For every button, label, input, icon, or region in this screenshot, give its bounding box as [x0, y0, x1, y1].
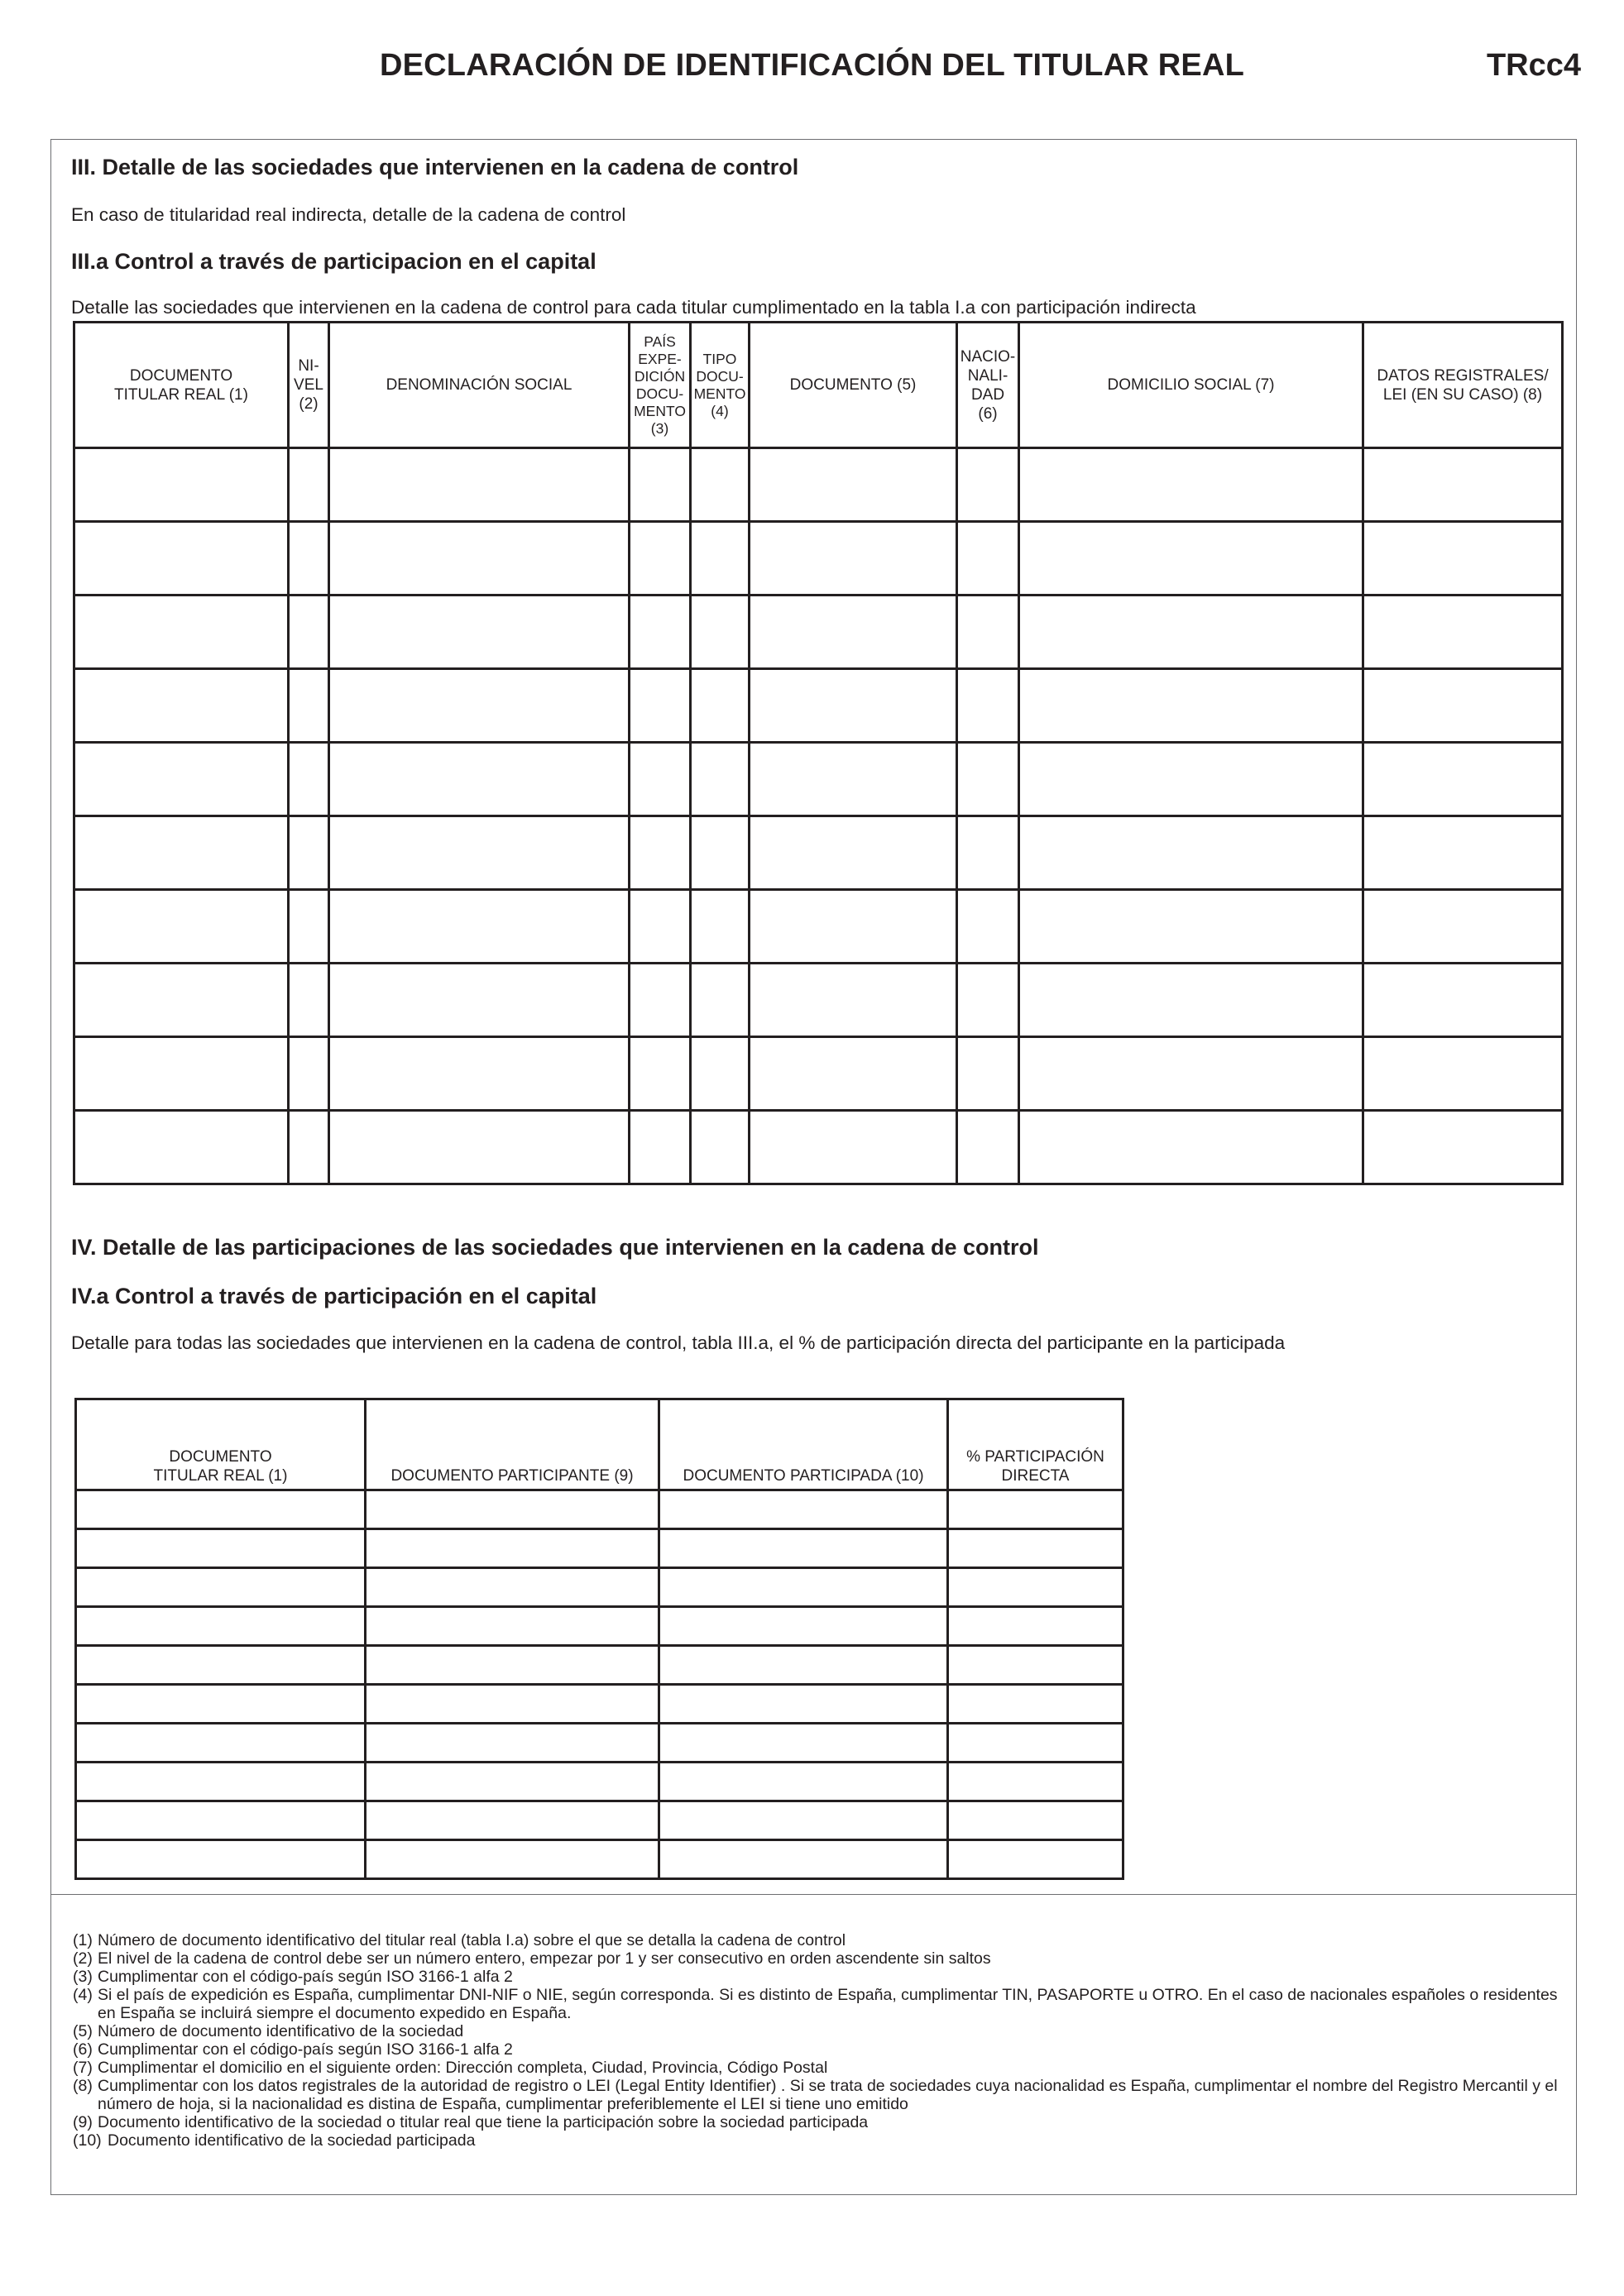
table-cell[interactable]	[289, 1111, 329, 1184]
table-cell[interactable]	[948, 1685, 1123, 1724]
table-cell[interactable]	[630, 1037, 691, 1111]
table-cell[interactable]	[691, 596, 750, 669]
table-cell[interactable]	[289, 964, 329, 1037]
section-3a-heading: III.a Control a través de participacion en el capital	[71, 249, 596, 274]
footnote-number: (1)	[73, 1931, 93, 1949]
footnote-text: Si el país de expedición es España, cumplimentar DNI-NIF o NIE, según corresponda. Si es distinto de España, cumplimentar TIN, PASAPORTE u OTRO. En el caso de nacionales españoles o residentes en España se incluirá siempre el documento expedido en España.	[98, 1986, 1558, 2022]
column-header-documento-participada: DOCUMENTO PARTICIPADA (10)	[659, 1399, 948, 1490]
section-3a-description: Detalle las sociedades que intervienen en la cadena de control para cada titular cumplimentado en la tabla I.a con participación indirecta	[71, 297, 1196, 318]
section-4a-description: Detalle para todas las sociedades que intervienen en la cadena de control, tabla III.a, el % de participación directa del participante en la participada	[71, 1332, 1286, 1353]
column-header-documento-titular: DOCUMENTO TITULAR REAL (1)	[74, 323, 289, 448]
footnote-number: (5)	[73, 2022, 93, 2040]
footnote-text: Documento identificativo de la sociedad participada	[108, 2131, 476, 2150]
table-row	[74, 448, 1563, 522]
table-cell[interactable]	[691, 816, 750, 890]
table-cell[interactable]	[630, 522, 691, 596]
table-cell[interactable]	[1363, 743, 1563, 816]
table-cell[interactable]	[1019, 1111, 1363, 1184]
table-cell[interactable]	[1019, 522, 1363, 596]
table-cell[interactable]	[659, 1607, 948, 1646]
table-row	[74, 1111, 1563, 1184]
table-cell[interactable]	[1363, 1037, 1563, 1111]
column-header-documento-titular: DOCUMENTO TITULAR REAL (1)	[76, 1399, 366, 1490]
table-cell[interactable]	[750, 1111, 957, 1184]
table-row	[76, 1568, 1123, 1607]
footnote-number: (8)	[73, 2077, 93, 2095]
table-cell[interactable]	[289, 522, 329, 596]
footnote	[73, 1968, 1562, 1986]
table-cell[interactable]	[691, 448, 750, 522]
table-cell[interactable]	[630, 890, 691, 964]
table-cell[interactable]	[948, 1646, 1123, 1685]
table-cell[interactable]	[957, 1037, 1019, 1111]
table-row	[74, 743, 1563, 816]
table-cell[interactable]	[366, 1490, 659, 1529]
section-3-intro: En caso de titularidad real indirecta, detalle de la cadena de control	[71, 204, 626, 225]
footnote-number: (10)	[73, 2131, 102, 2150]
table-cell[interactable]	[289, 816, 329, 890]
table-row	[76, 1685, 1123, 1724]
footnote	[73, 1986, 1562, 2022]
table-cell[interactable]	[366, 1646, 659, 1685]
table-cell[interactable]	[957, 743, 1019, 816]
table-cell[interactable]	[329, 1111, 630, 1184]
table-row	[76, 1840, 1123, 1879]
table-cell[interactable]	[1019, 1037, 1363, 1111]
table-cell[interactable]	[76, 1840, 366, 1879]
footnote	[73, 2077, 1562, 2113]
table-cell[interactable]	[289, 448, 329, 522]
footnote	[73, 2131, 1562, 2150]
table-cell[interactable]	[750, 816, 957, 890]
table-cell[interactable]	[366, 1685, 659, 1724]
column-header-documento-participante: DOCUMENTO PARTICIPANTE (9)	[366, 1399, 659, 1490]
table-cell[interactable]	[74, 816, 289, 890]
table-cell[interactable]	[750, 964, 957, 1037]
table-cell[interactable]	[1363, 816, 1563, 890]
table-cell[interactable]	[691, 522, 750, 596]
table-cell[interactable]	[659, 1724, 948, 1763]
table-cell[interactable]	[948, 1724, 1123, 1763]
table-cell[interactable]	[74, 890, 289, 964]
table-cell[interactable]	[329, 596, 630, 669]
table-cell[interactable]	[691, 1111, 750, 1184]
table-cell[interactable]	[659, 1529, 948, 1568]
table-cell[interactable]	[74, 743, 289, 816]
column-header-documento: DOCUMENTO (5)	[750, 323, 957, 448]
table-cell[interactable]	[1019, 596, 1363, 669]
footnote-text: Cumplimentar con los datos registrales de la autoridad de registro o LEI (Legal Entity Identifier) . Si se trata de sociedades cuya nacionalidad es España, cumplimentar el nombre del Registro Mercantil y el número de hoja, si la nacionalidad es distina de España, cumplimentar preferiblemente el LEI si tiene uno emitido	[98, 2077, 1558, 2113]
footnote-text: Cumplimentar con el código-país según ISO 3166-1 alfa 2	[98, 2040, 513, 2059]
table-cell[interactable]	[1363, 596, 1563, 669]
table-cell[interactable]	[750, 522, 957, 596]
table-row	[76, 1646, 1123, 1685]
table-row	[76, 1490, 1123, 1529]
table-cell[interactable]	[948, 1763, 1123, 1801]
table-cell[interactable]	[659, 1646, 948, 1685]
column-header-nivel: NI- VEL (2)	[289, 323, 329, 448]
section-4a-heading: IV.a Control a través de participación en el capital	[71, 1284, 597, 1308]
table-cell[interactable]	[289, 1037, 329, 1111]
column-header-participacion-directa: % PARTICIPACIÓN DIRECTA	[948, 1399, 1123, 1490]
table-cell[interactable]	[366, 1763, 659, 1801]
table-row	[76, 1529, 1123, 1568]
table-cell[interactable]	[76, 1801, 366, 1840]
table-cell[interactable]	[329, 669, 630, 743]
table-header-row	[76, 1399, 1123, 1490]
table-cell[interactable]	[1019, 669, 1363, 743]
table-cell[interactable]	[750, 669, 957, 743]
table-cell[interactable]	[948, 1490, 1123, 1529]
control-chain-table	[73, 321, 1564, 1185]
table-cell[interactable]	[691, 1037, 750, 1111]
table-cell[interactable]	[659, 1568, 948, 1607]
table-cell[interactable]	[1363, 448, 1563, 522]
footnote-number: (6)	[73, 2040, 93, 2059]
form-title: DECLARACIÓN DE IDENTIFICACIÓN DEL TITULAR REAL	[379, 48, 1245, 83]
table-cell[interactable]	[957, 596, 1019, 669]
column-header-pais-expedicion: PAÍS EXPE- DICIÓN DOCU- MENTO (3)	[630, 323, 691, 448]
table-cell[interactable]	[366, 1529, 659, 1568]
table-cell[interactable]	[1019, 448, 1363, 522]
table-cell[interactable]	[1363, 1111, 1563, 1184]
table-row	[74, 596, 1563, 669]
table-cell[interactable]	[289, 596, 329, 669]
table-cell[interactable]	[659, 1840, 948, 1879]
footnote	[73, 2059, 1562, 2077]
table-cell[interactable]	[630, 743, 691, 816]
table-cell[interactable]	[691, 669, 750, 743]
footnote-text: Número de documento identificativo del titular real (tabla I.a) sobre el que se detalla la cadena de control	[98, 1931, 846, 1949]
table-cell[interactable]	[957, 448, 1019, 522]
footnote	[73, 1931, 1562, 1949]
table-cell[interactable]	[74, 964, 289, 1037]
table-cell[interactable]	[948, 1607, 1123, 1646]
table-row	[74, 816, 1563, 890]
table-cell[interactable]	[659, 1801, 948, 1840]
table-cell[interactable]	[750, 596, 957, 669]
table-cell[interactable]	[74, 596, 289, 669]
table-cell[interactable]	[691, 964, 750, 1037]
table-cell[interactable]	[76, 1529, 366, 1568]
table-cell[interactable]	[74, 1037, 289, 1111]
footnotes	[73, 1931, 1562, 2150]
table-cell[interactable]	[750, 743, 957, 816]
table-cell[interactable]	[659, 1490, 948, 1529]
table-cell[interactable]	[750, 1037, 957, 1111]
table-cell[interactable]	[329, 1037, 630, 1111]
footnote-text: Cumplimentar con el código-país según ISO 3166-1 alfa 2	[98, 1968, 513, 1986]
table-row	[76, 1763, 1123, 1801]
table-cell[interactable]	[630, 964, 691, 1037]
table-cell[interactable]	[957, 964, 1019, 1037]
table-cell[interactable]	[957, 522, 1019, 596]
footnote-number: (7)	[73, 2059, 93, 2077]
table-cell[interactable]	[76, 1763, 366, 1801]
footnote	[73, 2022, 1562, 2040]
table-cell[interactable]	[366, 1724, 659, 1763]
table-row	[74, 522, 1563, 596]
table-cell[interactable]	[76, 1685, 366, 1724]
table-cell[interactable]	[1019, 816, 1363, 890]
table-cell[interactable]	[957, 669, 1019, 743]
table-cell[interactable]	[957, 890, 1019, 964]
table-cell[interactable]	[1363, 890, 1563, 964]
table-row	[76, 1801, 1123, 1840]
table-cell[interactable]	[74, 448, 289, 522]
table-cell[interactable]	[691, 743, 750, 816]
table-cell[interactable]	[1019, 890, 1363, 964]
table-cell[interactable]	[750, 890, 957, 964]
footnote-text: Número de documento identificativo de la sociedad	[98, 2022, 464, 2040]
table-cell[interactable]	[76, 1724, 366, 1763]
table-cell[interactable]	[366, 1568, 659, 1607]
notes-divider	[50, 1894, 1577, 1895]
table-cell[interactable]	[329, 448, 630, 522]
table-cell[interactable]	[329, 964, 630, 1037]
table-cell[interactable]	[74, 669, 289, 743]
table-cell[interactable]	[948, 1568, 1123, 1607]
table-cell[interactable]	[957, 1111, 1019, 1184]
footnote	[73, 2113, 1562, 2131]
table-cell[interactable]	[74, 1111, 289, 1184]
table-cell[interactable]	[76, 1568, 366, 1607]
table-cell[interactable]	[630, 1111, 691, 1184]
footnote-text: Documento identificativo de la sociedad o titular real que tiene la participación sobre la sociedad participada	[98, 2113, 869, 2131]
table-cell[interactable]	[659, 1685, 948, 1724]
table-cell[interactable]	[1363, 964, 1563, 1037]
table-cell[interactable]	[289, 890, 329, 964]
table-cell[interactable]	[630, 448, 691, 522]
footnote-text: El nivel de la cadena de control debe ser un número entero, empezar por 1 y ser consecutivo en orden ascendente sin saltos	[98, 1949, 991, 1968]
table-cell[interactable]	[329, 743, 630, 816]
table-cell[interactable]	[76, 1607, 366, 1646]
column-header-tipo-documento: TIPO DOCU- MENTO (4)	[691, 323, 750, 448]
table-cell[interactable]	[74, 522, 289, 596]
table-cell[interactable]	[630, 816, 691, 890]
table-cell[interactable]	[76, 1490, 366, 1529]
table-cell[interactable]	[366, 1801, 659, 1840]
footnote-text: Cumplimentar el domicilio en el siguiente orden: Dirección completa, Ciudad, Provincia, Código Postal	[98, 2059, 828, 2077]
form-code: TRcc4	[1486, 48, 1581, 83]
table-cell[interactable]	[289, 743, 329, 816]
table-row	[74, 669, 1563, 743]
table-cell[interactable]	[1019, 964, 1363, 1037]
table-header-row	[74, 323, 1563, 448]
table-cell[interactable]	[948, 1801, 1123, 1840]
table-cell[interactable]	[366, 1607, 659, 1646]
table-cell[interactable]	[630, 669, 691, 743]
table-cell[interactable]	[957, 816, 1019, 890]
table-row	[76, 1724, 1123, 1763]
participations-table	[74, 1398, 1124, 1880]
footnote-number: (9)	[73, 2113, 93, 2131]
table-cell[interactable]	[750, 448, 957, 522]
table-row	[74, 890, 1563, 964]
table-cell[interactable]	[329, 816, 630, 890]
table-cell[interactable]	[1363, 669, 1563, 743]
table-row	[76, 1607, 1123, 1646]
column-header-nacionalidad: NACIO- NALI- DAD (6)	[957, 323, 1019, 448]
column-header-denominacion-social: DENOMINACIÓN SOCIAL	[329, 323, 630, 448]
footnote-number: (3)	[73, 1968, 93, 1986]
table-cell[interactable]	[630, 596, 691, 669]
table-cell[interactable]	[691, 890, 750, 964]
table-cell[interactable]	[948, 1840, 1123, 1879]
section-4-heading: IV. Detalle de las participaciones de las sociedades que intervienen en la cadena de control	[71, 1235, 1039, 1260]
table-cell[interactable]	[289, 669, 329, 743]
footnote	[73, 2040, 1562, 2059]
footnote-number: (2)	[73, 1949, 93, 1968]
table-cell[interactable]	[329, 522, 630, 596]
table-cell[interactable]	[948, 1529, 1123, 1568]
column-header-domicilio-social: DOMICILIO SOCIAL (7)	[1019, 323, 1363, 448]
table-cell[interactable]	[1363, 522, 1563, 596]
section-3-heading: III. Detalle de las sociedades que intervienen en la cadena de control	[71, 155, 799, 179]
table-cell[interactable]	[76, 1646, 366, 1685]
table-row	[74, 1037, 1563, 1111]
table-cell[interactable]	[329, 890, 630, 964]
footnote-number: (4)	[73, 1986, 93, 2004]
column-header-datos-registrales: DATOS REGISTRALES/ LEI (EN SU CASO) (8)	[1363, 323, 1563, 448]
table-row	[74, 964, 1563, 1037]
table-cell[interactable]	[1019, 743, 1363, 816]
table-cell[interactable]	[659, 1763, 948, 1801]
footnote	[73, 1949, 1562, 1968]
table-cell[interactable]	[366, 1840, 659, 1879]
